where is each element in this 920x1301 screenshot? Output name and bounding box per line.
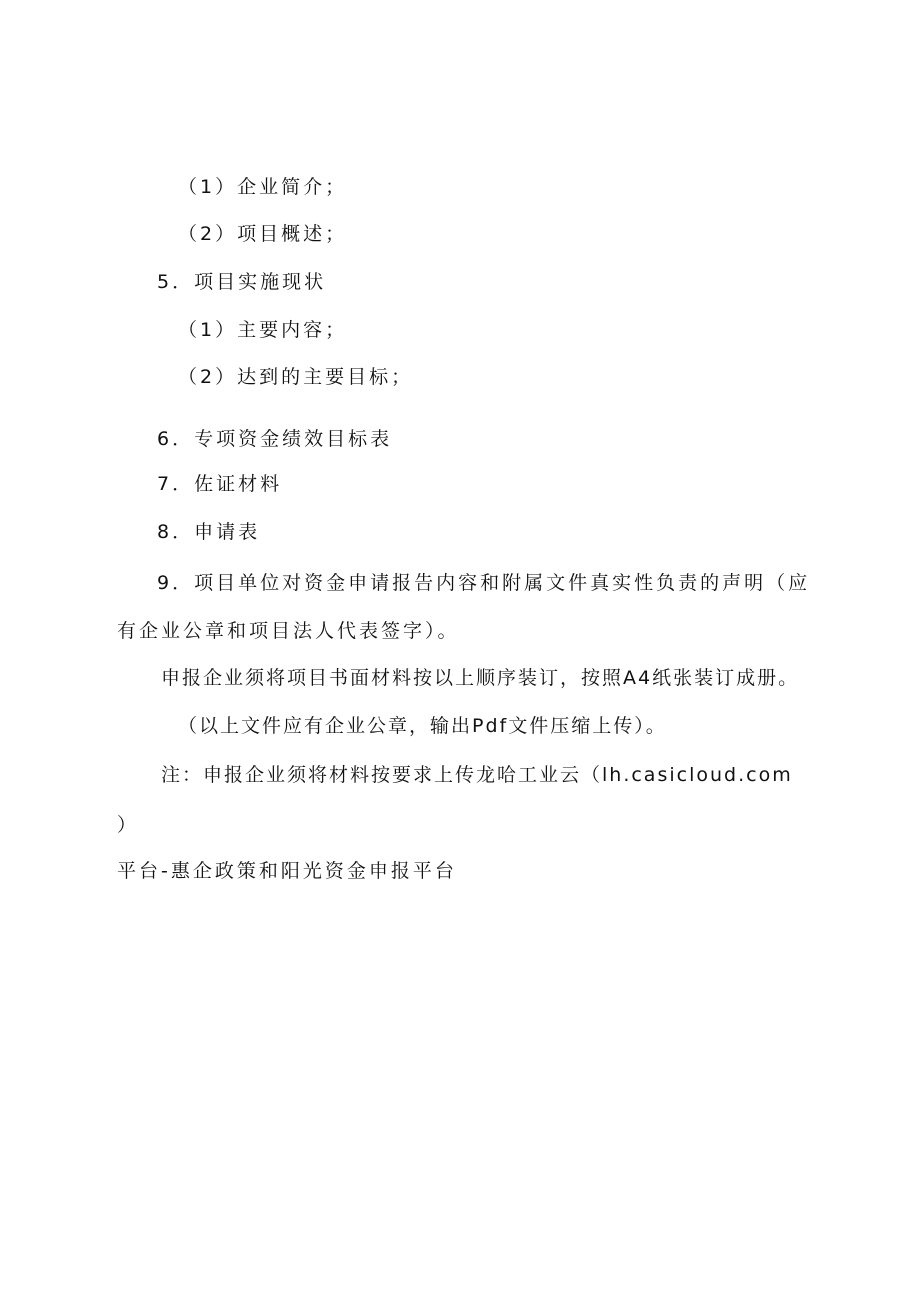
binding-instruction: 申报企业须将项目书面材料按以上顺序装订，按照A4纸张装订成册。 (161, 667, 800, 689)
section-9-continuation: 有企业公章和项目法人代表签字）。 (117, 620, 460, 642)
item-main-content: （1）主要内容； (178, 319, 348, 341)
section-6-heading: 6．专项资金绩效目标表 (157, 428, 393, 450)
section-7-heading: 7．佐证材料 (157, 473, 283, 495)
section-5-heading: 5．项目实施现状 (157, 271, 327, 293)
note-closing-paren: ） (117, 814, 140, 836)
note-platform-name: 平台-惠企政策和阳光资金申报平台 (117, 860, 457, 882)
section-8-heading: 8．申请表 (157, 521, 261, 543)
upload-instruction: （以上文件应有企业公章，输出Pdf文件压缩上传）。 (178, 715, 667, 737)
note-paragraph: 注：申报企业须将材料按要求上传龙哈工业云（lh.casicloud.com (161, 764, 793, 786)
section-9-heading: 9．项目单位对资金申请报告内容和附属文件真实性负责的声明（应 (157, 572, 811, 594)
item-main-goals: （2）达到的主要目标； (178, 366, 414, 388)
item-company-intro: （1）企业简介； (178, 176, 348, 198)
item-project-overview: （2）项目概述； (178, 223, 348, 245)
